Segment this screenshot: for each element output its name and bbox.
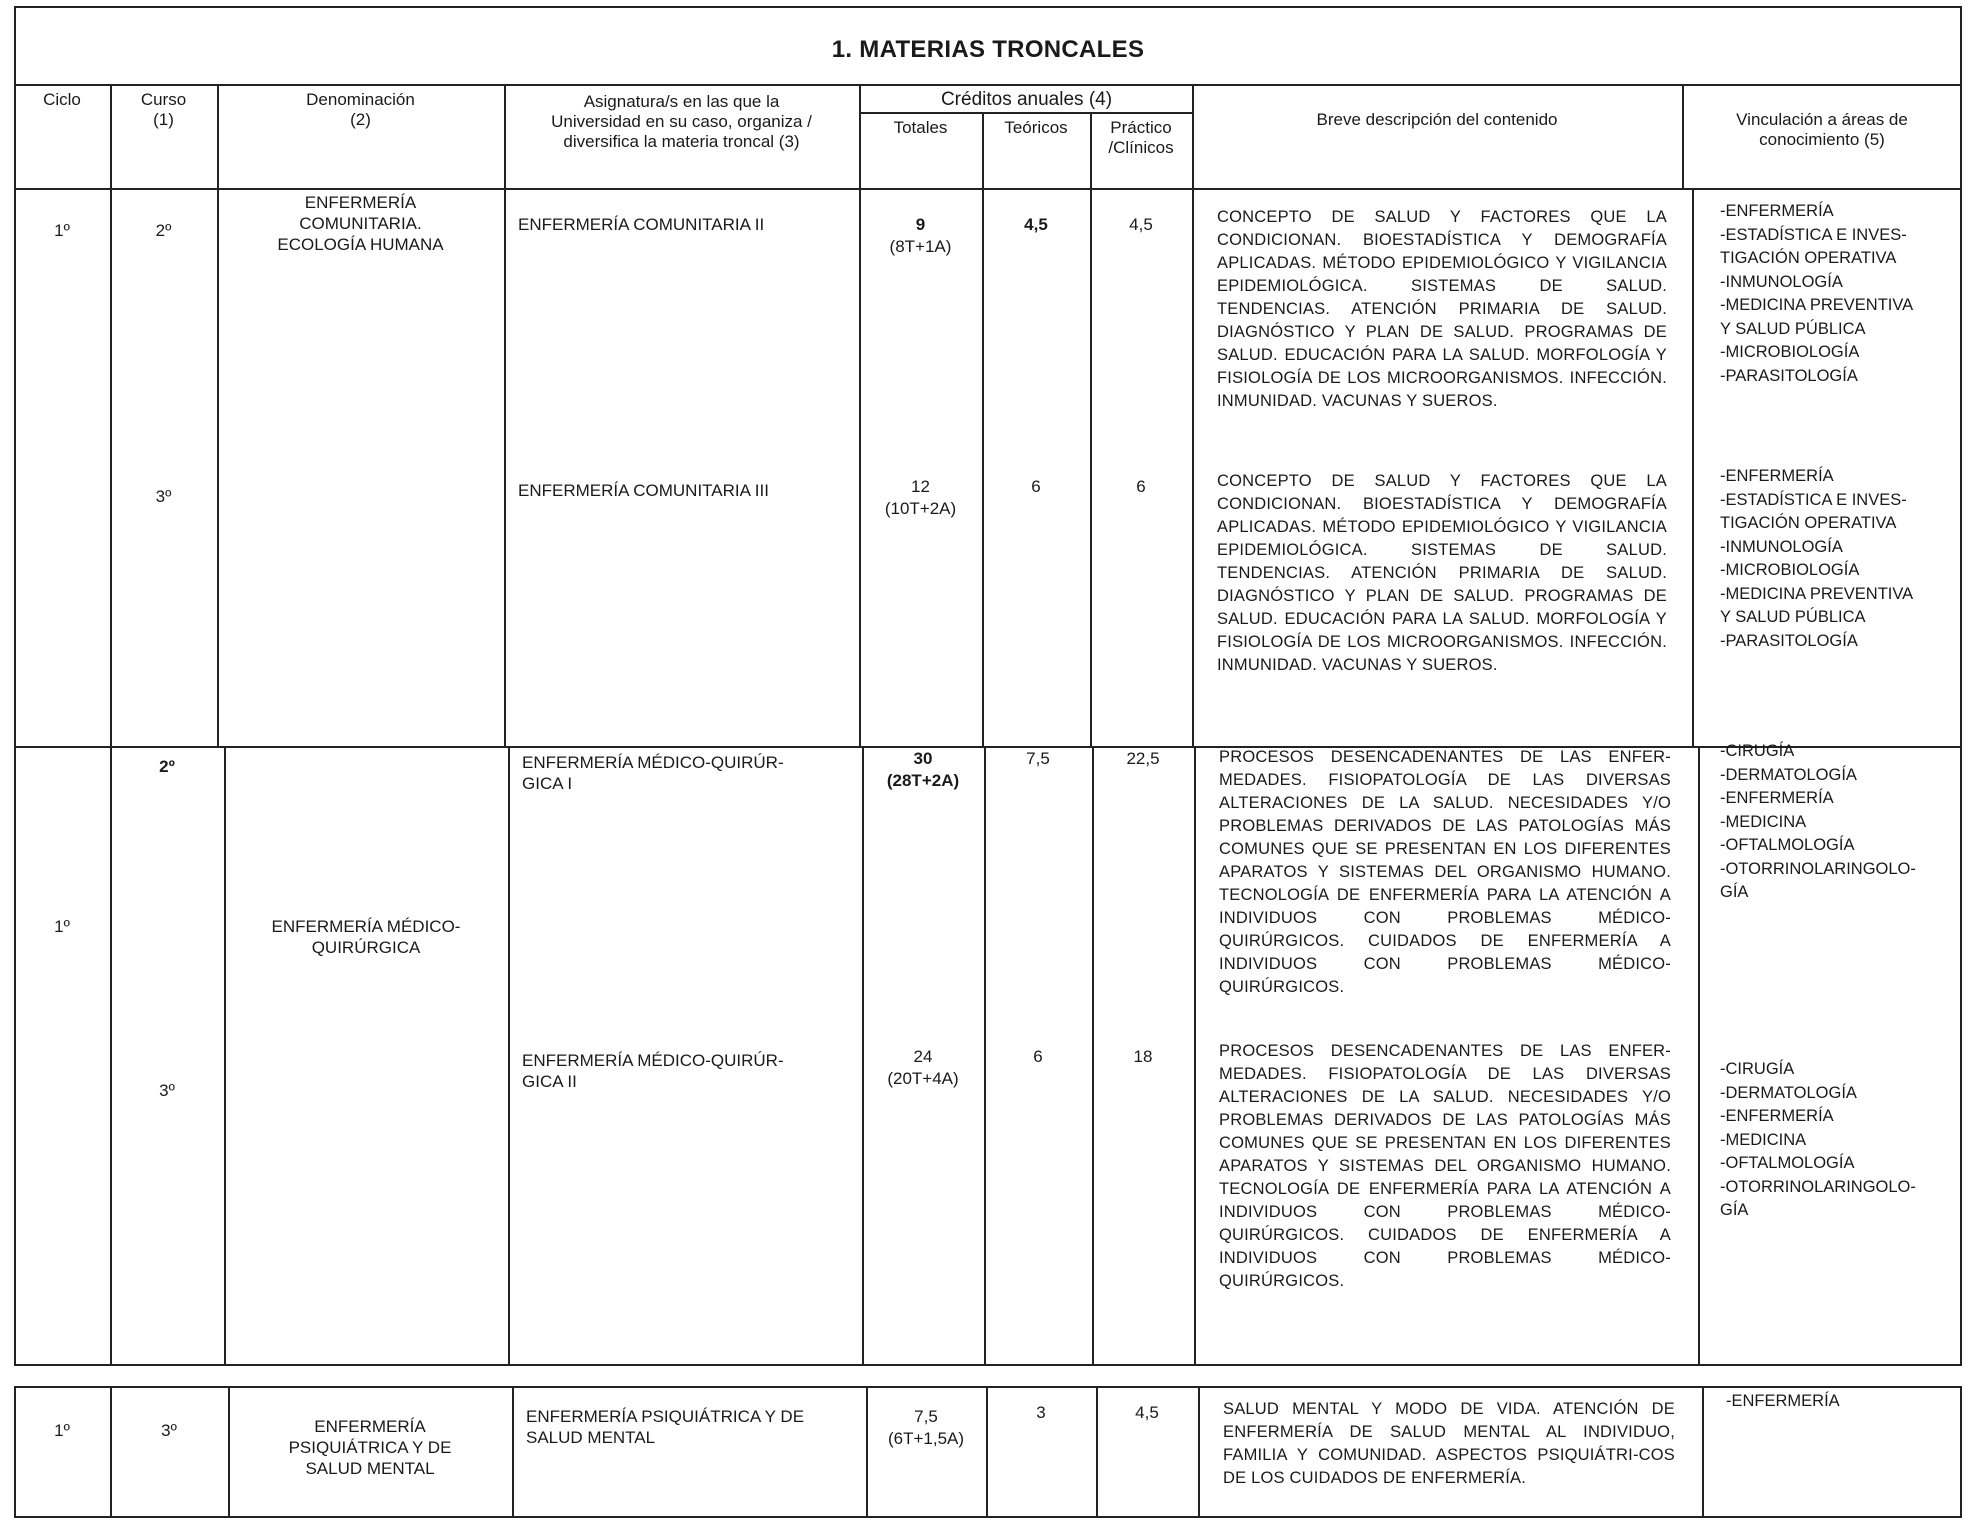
cell-asignatura: ENFERMERÍA MÉDICO-QUIRÚR- GICA I	[522, 753, 784, 793]
cell-practicos: 4,5	[1135, 1403, 1159, 1422]
cell-practicos: 22,5	[1126, 749, 1160, 768]
cell-practicos: 6	[1136, 477, 1146, 496]
cell-totales: 12	[911, 477, 930, 496]
header-denominacion: Denominación (2)	[306, 90, 415, 129]
cell-teoricos: 3	[1036, 1403, 1046, 1422]
cell-totales-detail: (8T+1A)	[889, 237, 952, 256]
header-teoricos: Teóricos	[1004, 118, 1068, 137]
cell-denominacion: ENFERMERÍA COMUNITARIA. ECOLOGÍA HUMANA	[277, 193, 444, 254]
cell-teoricos: 7,5	[1026, 749, 1050, 768]
header-curso: Curso (1)	[140, 90, 187, 129]
cell-curso: 3º	[159, 1081, 175, 1100]
cell-teoricos: 6	[1033, 1047, 1043, 1066]
cell-asignatura: ENFERMERÍA COMUNITARIA II	[518, 215, 765, 234]
cell-curso: 3º	[161, 1421, 177, 1440]
header-practicos: Práctico /Clínicos	[1108, 118, 1174, 157]
cell-areas: -ENFERMERÍA -ESTADÍSTICA E INVES- TIGACIÓN OPERATIVA -INMUNOLOGÍA -MEDICINA PREVENTIVA Y SALUD PÚBLICA -MICROBIOLOGÍA -PARASITOLOGÍA	[1720, 202, 1914, 385]
header-creditos: Créditos anuales (4)	[940, 89, 1113, 110]
cell-areas: -ENFERMERÍA	[1726, 1392, 1840, 1410]
cell-totales-detail: (10T+2A)	[884, 499, 957, 518]
cell-curso: 2º	[155, 221, 172, 240]
cell-descripcion: PROCESOS DESENCADENANTES DE LAS ENFER-MEDADES. FISIOPATOLOGÍA DE LAS DIVERSAS ALTERACIONES DE LA SALUD. NECESIDADES Y/O PROBLEMAS DERIVADOS DE LAS PATOLOGÍAS MÁS COMUNES QUE SE PRESENTAN EN LOS DIFERENTES APARATOS Y SISTEMAS DEL ORGANISMO HUMANO. TECNOLOGÍA DE ENFERMERÍA PARA LA ATENCIÓN A INDIVIDUOS CON PROBLEMAS MÉDICO-QUIRÚRGICOS. CUIDADOS DE ENFERMERÍA A INDIVIDUOS CON PROBLEMAS MÉDICO-QUIRÚRGICOS.	[1219, 748, 1671, 996]
cell-asignatura: ENFERMERÍA MÉDICO-QUIRÚR- GICA II	[522, 1051, 784, 1091]
header-descripcion: Breve descripción del contenido	[1316, 110, 1558, 129]
cell-areas: -ENFERMERÍA -ESTADÍSTICA E INVES- TIGACIÓN OPERATIVA -INMUNOLOGÍA -MICROBIOLOGÍA -MEDICINA PREVENTIVA Y SALUD PÚBLICA -PARASITOLOGÍA	[1720, 467, 1914, 650]
group-comunitaria	[14, 188, 1962, 748]
cell-ciclo: 1º	[54, 1421, 70, 1440]
cell-totales: 7,5	[914, 1407, 938, 1426]
document-page	[14, 6, 1962, 1531]
cell-asignatura: ENFERMERÍA PSIQUIÁTRICA Y DE SALUD MENTAL	[526, 1407, 805, 1447]
cell-totales: 9	[915, 215, 926, 234]
cell-teoricos: 6	[1031, 477, 1041, 496]
cell-descripcion: CONCEPTO DE SALUD Y FACTORES QUE LA CONDICIONAN. BIOESTADÍSTICA Y DEMOGRAFÍA APLICADAS. MÉTODO EPIDEMIOLÓGICO Y VIGILANCIA EPIDEMIOLÓGICA. SISTEMAS DE SALUD. TENDENCIAS. ATENCIÓN PRIMARIA DE SALUD. DIAGNÓSTICO Y PLAN DE SALUD. PROGRAMAS DE SALUD. EDUCACIÓN PARA LA SALUD. MORFOLOGÍA Y FISIOLOGÍA DE LOS MICROORGANISMOS. INFECCIÓN. INMUNIDAD. VACUNAS Y SUEROS.	[1217, 208, 1667, 410]
header-asignatura: Asignatura/s en las que la Universidad en su caso, organiza / diversifica la materia troncal (3)	[551, 92, 812, 151]
cell-practicos: 4,5	[1129, 215, 1153, 234]
cell-totales: 24	[913, 1047, 933, 1066]
cell-ciclo: 1º	[54, 221, 70, 240]
header-vinculacion: Vinculación a áreas de conocimiento (5)	[1736, 110, 1908, 149]
cell-areas: -CIRUGÍA -DERMATOLOGÍA -ENFERMERÍA -MEDICINA -OFTALMOLOGÍA -OTORRINOLARINGOLO- GÍA	[1720, 1060, 1916, 1219]
cell-totales-detail: (20T+4A)	[887, 1069, 959, 1088]
cell-denominacion: ENFERMERÍA MÉDICO- QUIRÚRGICA	[271, 917, 461, 957]
cell-ciclo: 1º	[54, 917, 70, 936]
cell-teoricos: 4,5	[1024, 215, 1048, 234]
cell-practicos: 18	[1133, 1047, 1153, 1066]
cell-asignatura: ENFERMERÍA COMUNITARIA III	[518, 481, 769, 500]
page-title: 1. MATERIAS TRONCALES	[831, 36, 1145, 63]
cell-descripcion: SALUD MENTAL Y MODO DE VIDA. ATENCIÓN DE ENFERMERÍA DE SALUD MENTAL AL INDIVIDUO, FAMILIA Y COMUNIDAD. ASPECTOS PSIQUIÁTRI-COS DE LOS CUIDADOS DE ENFERMERÍA.	[1223, 1400, 1675, 1487]
header-ciclo: Ciclo	[43, 90, 81, 109]
cell-curso: 3º	[155, 487, 172, 506]
cell-descripcion: PROCESOS DESENCADENANTES DE LAS ENFER-MEDADES. FISIOPATOLOGÍA DE LAS DIVERSAS ALTERACIONES DE LA SALUD. NECESIDADES Y/O PROBLEMAS DERIVADOS DE LAS PATOLOGÍAS MÁS COMUNES QUE SE PRESENTAN EN LOS DIFERENTES APARATOS Y SISTEMAS DEL ORGANISMO HUMANO. TECNOLOGÍA DE ENFERMERÍA PARA LA ATENCIÓN A INDIVIDUOS CON PROBLEMAS MÉDICO-QUIRÚRGICOS. CUIDADOS DE ENFERMERÍA A INDIVIDUOS CON PROBLEMAS MÉDICO-QUIRÚRGICOS.	[1219, 1042, 1671, 1290]
title-box	[14, 6, 1962, 86]
cell-totales-detail: (28T+2A)	[886, 771, 960, 790]
cell-descripcion: CONCEPTO DE SALUD Y FACTORES QUE LA CONDICIONAN. BIOESTADÍSTICA Y DEMOGRAFÍA APLICADAS. MÉTODO EPIDEMIOLÓGICO Y VIGILANCIA EPIDEMIOLÓGICA. SISTEMAS DE SALUD. TENDENCIAS. ATENCIÓN PRIMARIA DE SALUD. DIAGNÓSTICO Y PLAN DE SALUD. PROGRAMAS DE SALUD. EDUCACIÓN PARA LA SALUD. MORFOLOGÍA Y FISIOLOGÍA DE LOS MICROORGANISMOS. INFECCIÓN. INMUNIDAD. VACUNAS Y SUEROS.	[1217, 472, 1667, 674]
cell-curso: 2º	[159, 757, 175, 776]
cell-areas: -CIRUGÍA -DERMATOLOGÍA -ENFERMERÍA -MEDICINA -OFTALMOLOGÍA -OTORRINOLARINGOLO- GÍA	[1720, 742, 1916, 901]
header-totales: Totales	[893, 118, 948, 137]
cell-totales-detail: (6T+1,5A)	[887, 1429, 965, 1448]
cell-totales: 30	[913, 749, 933, 768]
cell-denominacion: ENFERMERÍA PSIQUIÁTRICA Y DE SALUD MENTAL	[288, 1417, 452, 1478]
